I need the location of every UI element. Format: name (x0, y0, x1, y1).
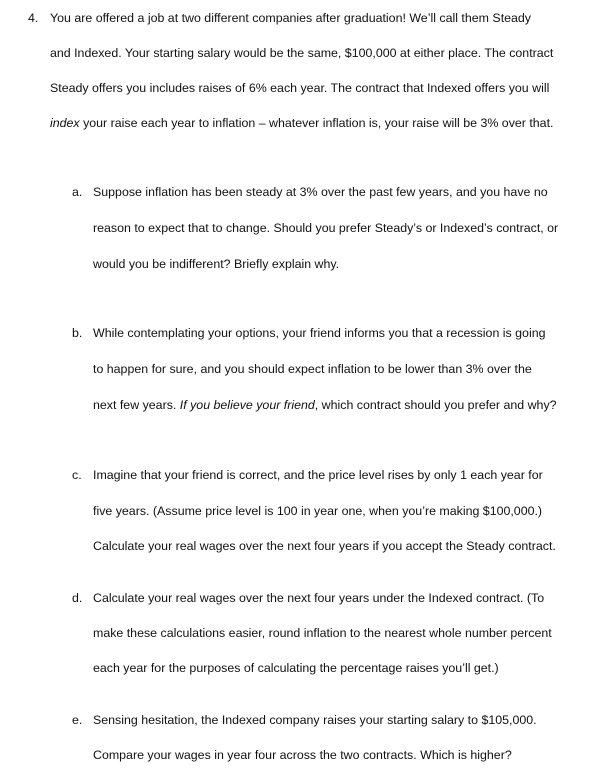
part-letter: a. (72, 185, 83, 199)
part-letter: b. (72, 326, 83, 340)
question-text-line: Steady offers you includes raises of 6% each year. The contract that Indexed offers you will (50, 81, 550, 95)
part-text-line: each year for the purposes of calculating the percentage raises you’ll get.) (93, 661, 499, 675)
part-text-line: would you be indifferent? Briefly explain why. (93, 257, 340, 271)
part-text-post: , which contract should you prefer and why? (314, 398, 557, 412)
part-text-line: five years. (Assume price level is 100 in year one, when you’re making $100,000.) (93, 504, 543, 518)
part-text-line: Sensing hesitation, the Indexed company raises your starting salary to $105,000. (93, 713, 537, 727)
italic-phrase: If you believe your friend (179, 398, 315, 412)
part-text-line: Calculate your real wages over the next four years under the Indexed contract. (To (93, 591, 545, 605)
question-number: 4. (28, 11, 39, 25)
part-letter: d. (72, 591, 83, 605)
part-text-pre: next few years. (93, 398, 180, 412)
part-text-line: to happen for sure, and you should expect inflation to be lower than 3% over the (93, 362, 532, 376)
question-text-line: and Indexed. Your starting salary would be the same, $100,000 at either place. The contract (50, 46, 554, 60)
part-text-line: Calculate your real wages over the next four years if you accept the Steady contract. (93, 539, 556, 553)
part-text-line: While contemplating your options, your friend informs you that a recession is going (93, 326, 546, 340)
question-text-rest: your raise each year to inflation – whatever inflation is, your raise will be 3% over that. (79, 116, 554, 130)
italic-term-index: index (50, 116, 80, 130)
part-text-line: make these calculations easier, round inflation to the nearest whole number percent (93, 626, 552, 640)
part-letter: c. (72, 468, 82, 482)
part-text-line: Imagine that your friend is correct, and the price level rises by only 1 each year for (93, 468, 543, 482)
part-letter: e. (72, 713, 83, 727)
question-text-line (50, 115, 553, 131)
part-text-line: Compare your wages in year four across the two contracts. Which is higher? (93, 748, 512, 762)
part-text-line: Suppose inflation has been steady at 3% over the past few years, and you have no (93, 185, 548, 199)
question-text-line: You are offered a job at two different companies after graduation! We’ll call them Steady (50, 11, 532, 25)
part-text-line (93, 397, 557, 413)
part-text-line: reason to expect that to change. Should you prefer Steady’s or Indexed’s contract, or (93, 221, 559, 235)
